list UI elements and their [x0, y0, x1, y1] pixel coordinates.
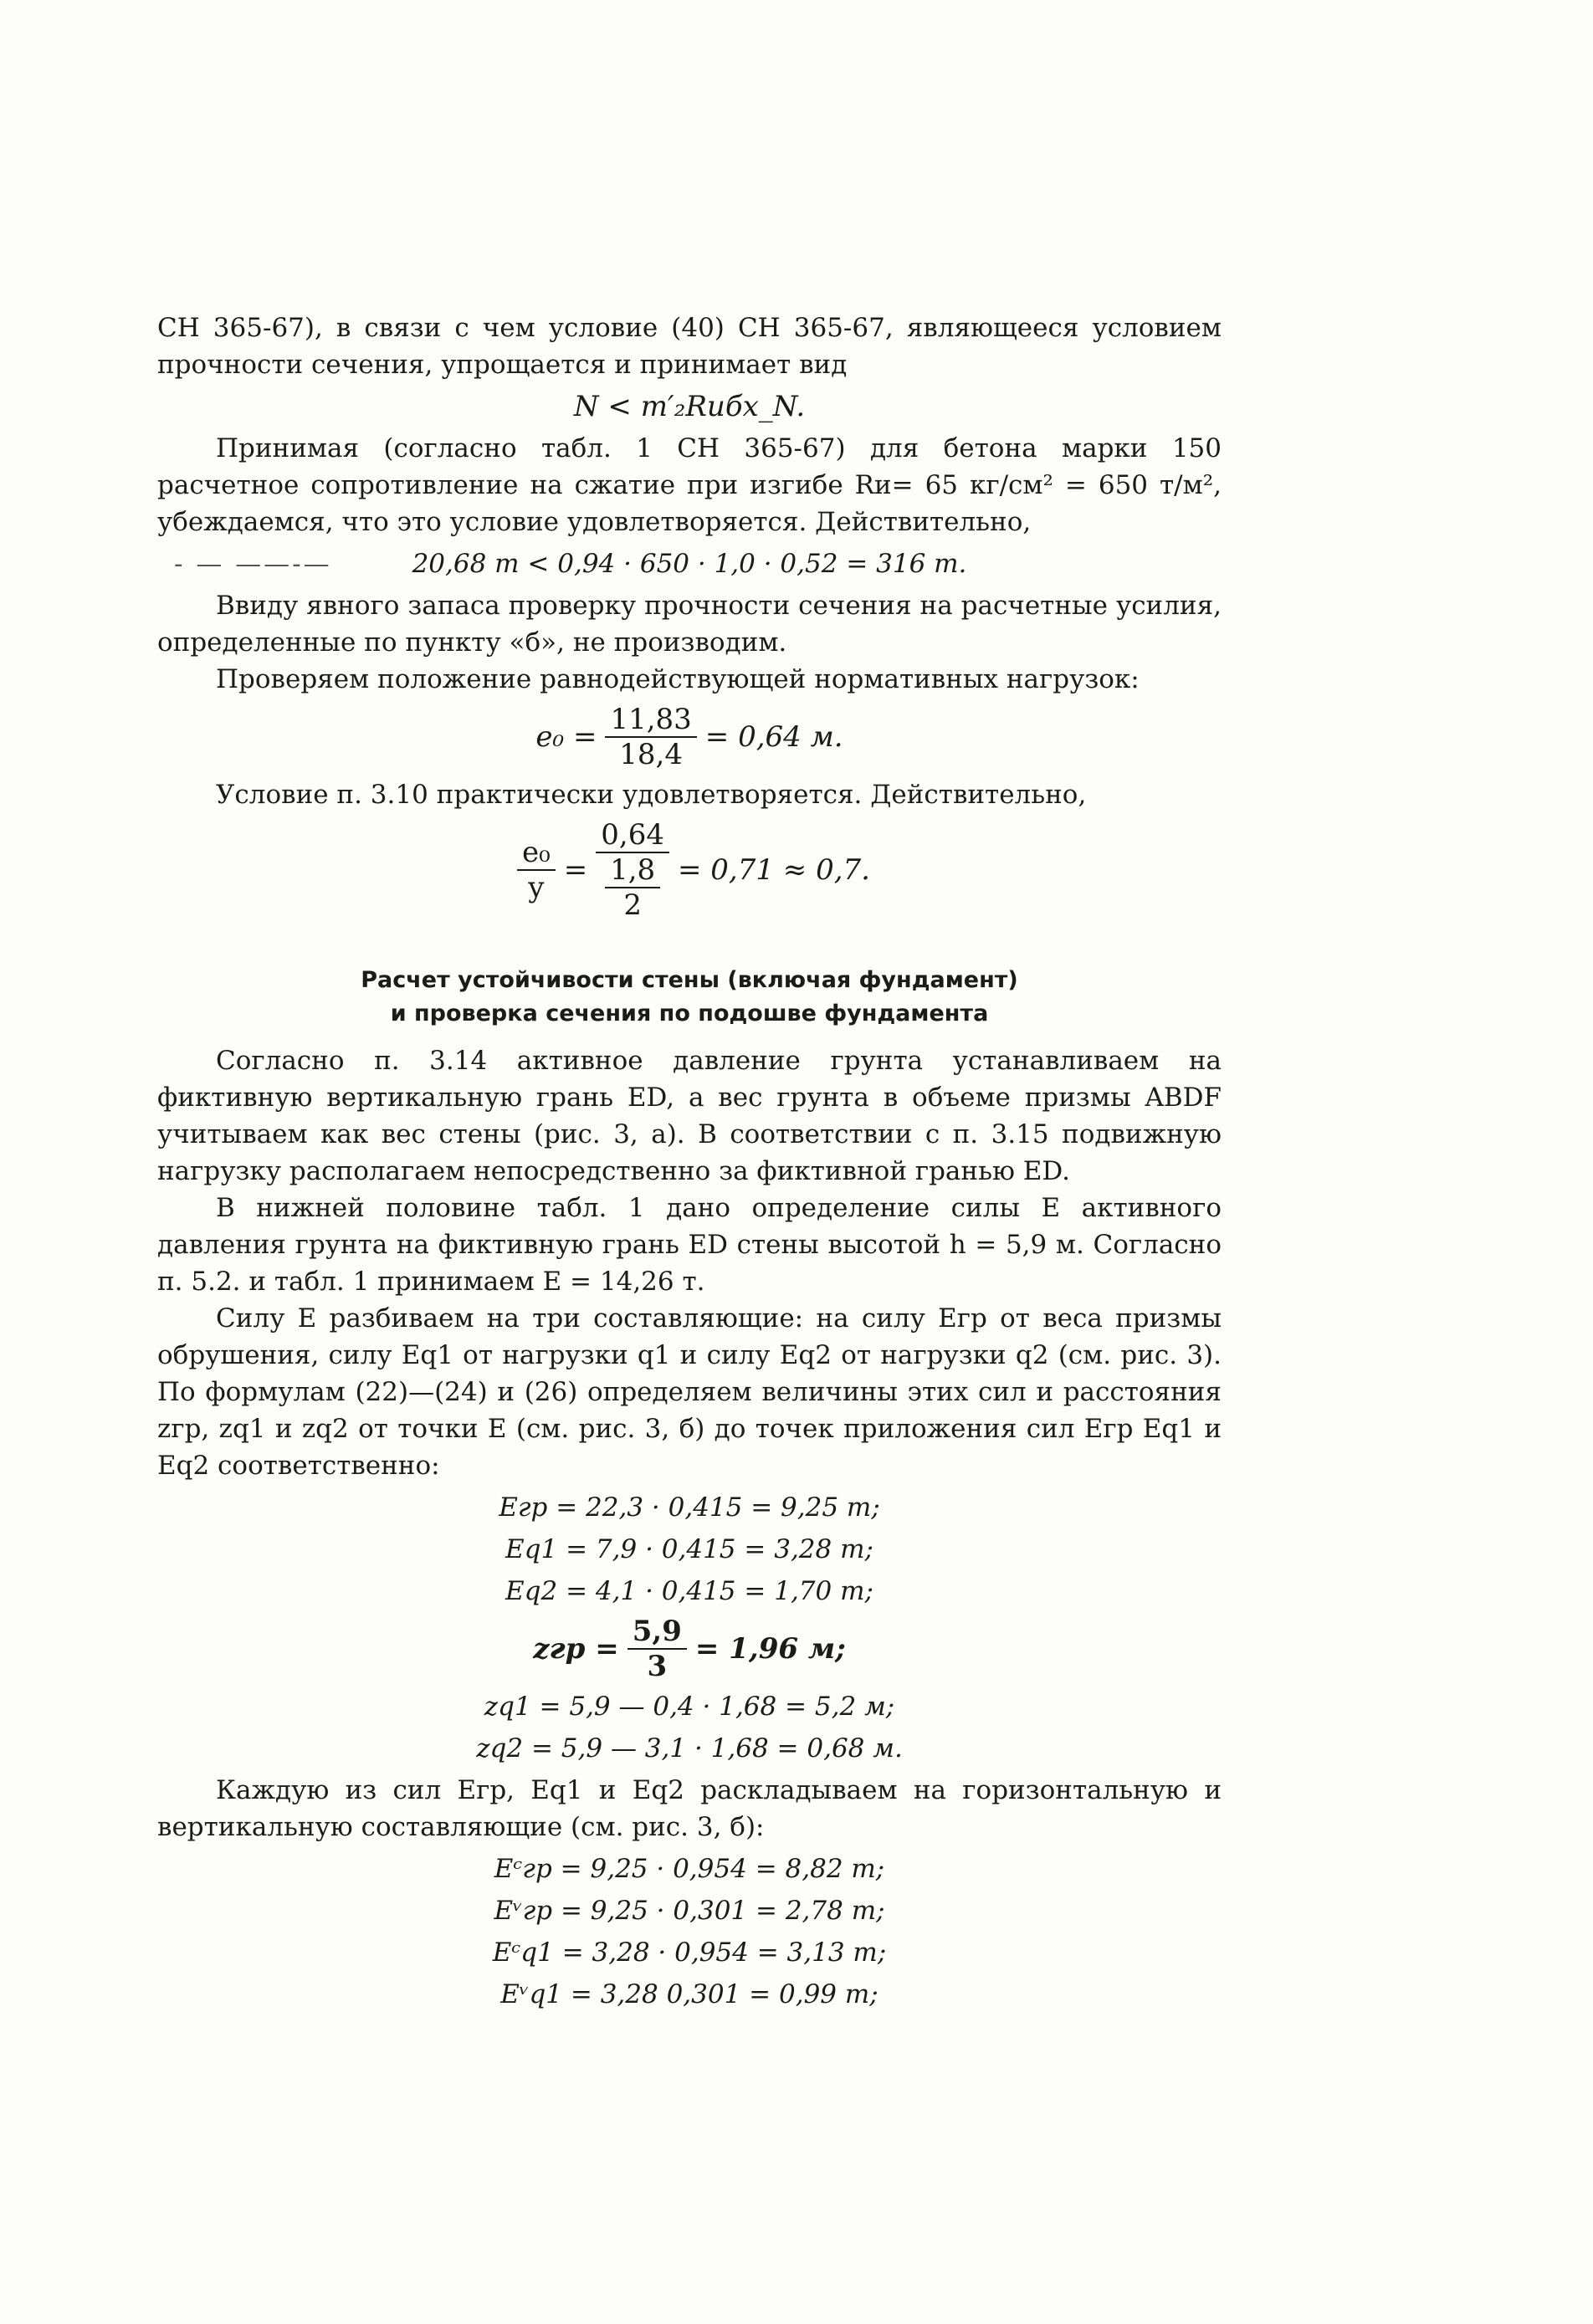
formula-e0-fraction — [605, 703, 696, 771]
paragraph-resultant: Проверяем положение равнодействующей нормативных нагрузок: — [216, 664, 1140, 694]
section-heading-line-1: Расчет устойчивости стены (включая фундамент) — [361, 967, 1018, 993]
paragraph-accept: Принимая (согласно табл. 1 СН 365-67) для бетона марки 150 расчетное сопротивление на сжатие при изгибе Rи= 65 кг/см² = 650 т/м², убеждаемся, что это условие удовлетворяется. Действительно, — [157, 433, 1222, 537]
formula-ratio-den-num: 1,8 — [605, 853, 660, 888]
formula-zq2: zq2 = 5,9 — 3,1 · 1,68 = 0,68 м. — [476, 1733, 903, 1763]
paragraph-intro: СН 365-67), в связи с чем условие (40) СН 365-67, являющееся условием прочности сечения, упрощается и принимает вид — [157, 313, 1222, 380]
formula-check-text: 20,68 т < 0,94 · 650 · 1,0 · 0,52 = 316 т. — [412, 549, 967, 579]
formula-e0-rhs: = 0,64 м. — [704, 720, 843, 754]
formula-e0-lhs: e₀ = — [535, 720, 597, 754]
section-heading-line-2: и проверка сечения по подошве фундамента — [390, 1001, 989, 1026]
formula-ratio-main — [596, 818, 669, 922]
formula-ratio-num: 0,64 — [596, 818, 669, 853]
formula-e0-numerator: 11,83 — [605, 703, 696, 738]
formula-zgr-lhs: zгр = — [533, 1632, 619, 1666]
formula-ratio — [157, 818, 1222, 922]
formula-ratio-lhs-den: y — [528, 871, 545, 904]
formula-eq2: Eq2 = 4,1 · 0,415 = 1,70 т; — [505, 1576, 873, 1606]
formula-ratio-den-fraction — [600, 853, 665, 922]
formula-eq1: Eq1 = 7,9 · 0,415 = 3,28 т; — [505, 1534, 873, 1564]
formula-check — [157, 545, 1222, 582]
paragraph-margin: Ввиду явного запаса проверку прочности сечения на расчетные усилия, определенные по пункту «б», не производим. — [157, 591, 1222, 658]
formula-condition: N < m′₂Rибx_N. — [573, 390, 806, 423]
formula-e0 — [157, 703, 1222, 771]
formula-egr: Eгр = 22,3 · 0,415 = 9,25 т; — [499, 1492, 880, 1523]
paragraph-split: Силу E разбиваем на три составляющие: на силу Eгр от веса призмы обрушения, силу Eq1 от нагрузки q1 и силу Eq2 от нагрузки q2 (см. рис. 3). По формулам (22)—(24) и (26) определяем величины этих сил и расстояния zгр, zq1 и zq2 от точки E (см. рис. 3, б) до точек приложения сил Eгр Eq1 и Eq2 соответственно: — [157, 1303, 1222, 1481]
paragraph-active-pressure: Согласно п. 3.14 активное давление грунта устанавливаем на фиктивную вертикальную грань ED, а вес грунта в объеме призмы ABDF учитываем как вес стены (рис. 3, а). В соответствии с п. 3.15 подвижную нагрузку располагаем непосредственно за фиктивной гранью ED. — [157, 1046, 1222, 1186]
formula-zgr-numerator: 5,9 — [627, 1615, 687, 1650]
paragraph-decomposition: Каждую из сил Eгр, Eq1 и Eq2 раскладываем на горизонтальную и вертикальную составляющие (см. рис. 3, б): — [157, 1775, 1222, 1842]
paragraph-table: В нижней половине табл. 1 дано определение силы E активного давления грунта на фиктивную грань ED стены высотой h = 5,9 м. Согласно п. 5.2. и табл. 1 принимаем E = 14,26 т. — [157, 1193, 1222, 1297]
formula-egr-vertical: Eᵛгр = 9,25 · 0,301 = 2,78 т; — [494, 1896, 885, 1926]
formula-ratio-den-den: 2 — [623, 888, 642, 922]
paragraph-condition: Условие п. 3.10 практически удовлетворяется. Действительно, — [216, 780, 1087, 810]
formula-eq1-horizontal: Eᶜq1 = 3,28 · 0,954 = 3,13 т; — [492, 1938, 887, 1968]
formula-check-dash: - — ——-— — [174, 549, 332, 579]
formula-zq1: zq1 = 5,9 — 0,4 · 1,68 = 5,2 м; — [484, 1692, 895, 1722]
formula-zgr-rhs: = 1,96 м; — [694, 1632, 846, 1666]
formula-eq1-vertical: Eᵛq1 = 3,28 0,301 = 0,99 т; — [500, 1979, 878, 2009]
formula-ratio-lhs-num: e₀ — [517, 836, 556, 871]
formula-ratio-eq: = — [563, 853, 588, 887]
formula-egr-horizontal: Eᶜгр = 9,25 · 0,954 = 8,82 т; — [494, 1854, 885, 1884]
formula-ratio-rhs: = 0,71 ≈ 0,7. — [677, 853, 870, 887]
formula-zgr — [157, 1615, 1222, 1683]
formula-zgr-fraction — [627, 1615, 687, 1683]
formula-zgr-denominator: 3 — [647, 1650, 668, 1683]
formula-e0-denominator: 18,4 — [619, 738, 683, 771]
text-column — [157, 310, 1222, 2018]
formula-ratio-lhs — [517, 836, 556, 904]
